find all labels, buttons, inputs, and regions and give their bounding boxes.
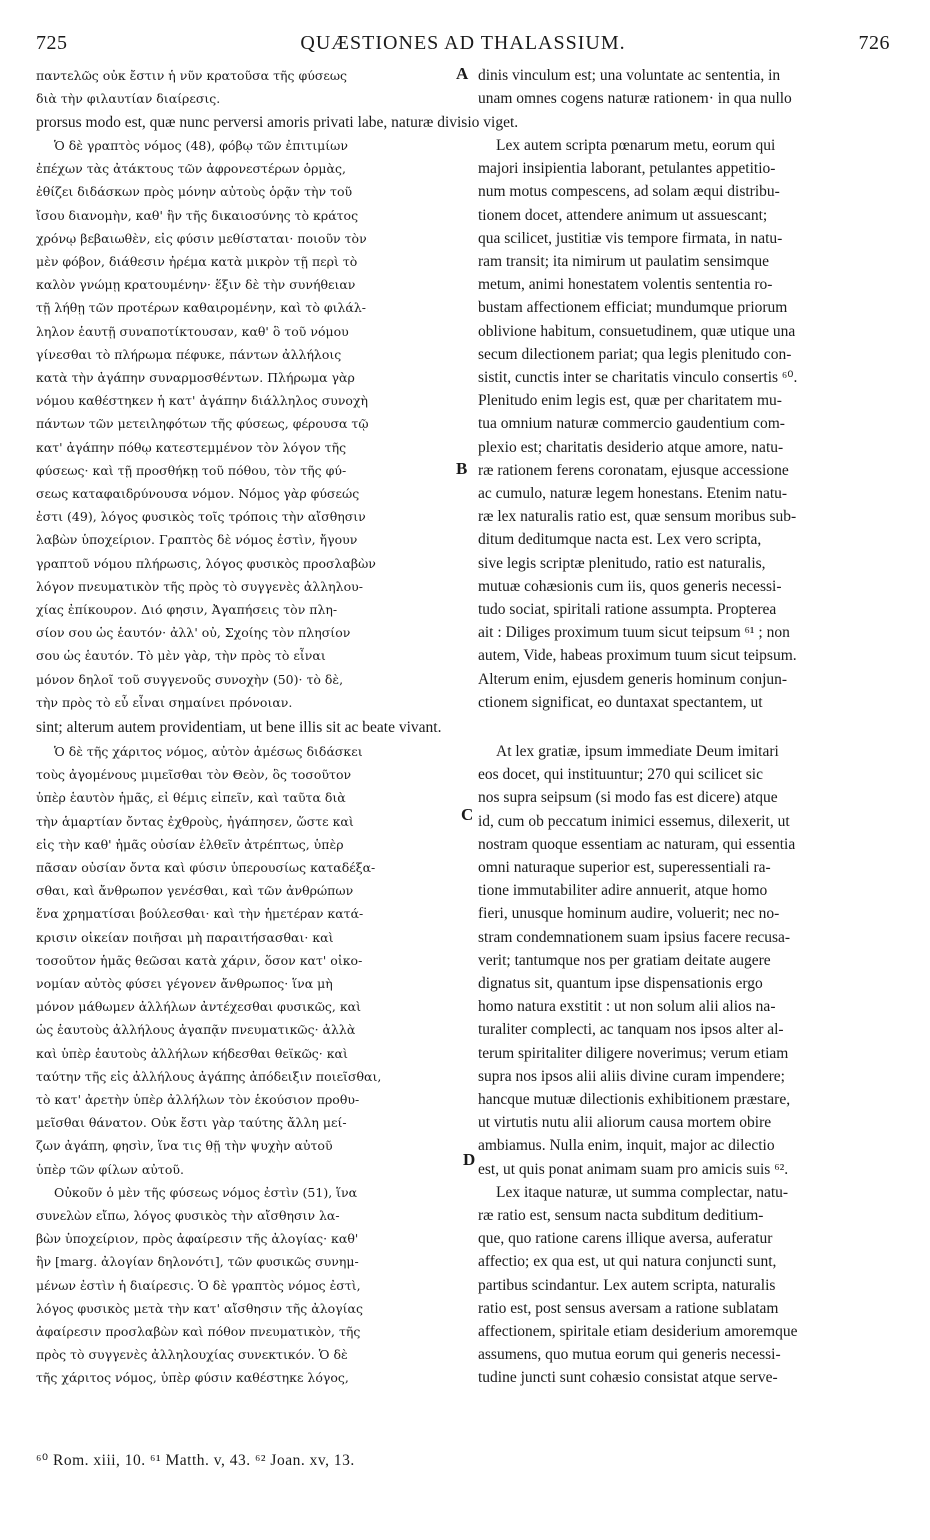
text-line: affectionem, spiritale etiam desiderium amoremque <box>478 1323 798 1341</box>
latin-column-section-2 <box>478 740 892 1390</box>
text-line: γραπτοῦ νόμου πλήρωσις, λόγος φυσικὸς προσλαβὼν <box>36 555 376 571</box>
text-line: tione immutabiliter adire annuerit, atque homo <box>478 882 768 900</box>
text-line: μόνον δηλοῖ τοῦ συγγενοῦς συνοχὴν (50)· τὸ δὲ, <box>36 671 344 687</box>
latin-column-top <box>478 64 892 110</box>
right-page-number: 726 <box>858 32 890 54</box>
text-line: γίνεσθαι τὸ πλήρωμα πέφυκε, πάντων ἀλλήλοις <box>36 346 342 362</box>
text-line: plexio est; charitatis desiderio atque amore, natu- <box>478 438 784 456</box>
text-line: ζων ἀγάπη, φησὶν, ἵνα τις θῇ τὴν ψυχὴν αὐτοῦ <box>36 1138 333 1154</box>
text-line: βὼν ὑποχείριον, πρὸς ἀφαίρεσιν τῆς ἀλογίας· καθ' <box>36 1231 359 1247</box>
latin-column-section-1 <box>478 134 892 714</box>
text-line: est, ut quis ponat animam suam pro amicis suis ⁶². <box>478 1160 789 1178</box>
text-line: ræ lex naturalis ratio est, quæ sensum moribus sub- <box>478 508 797 526</box>
full-width-line-top: prorsus modo est, quæ nunc perversi amoris privati labe, naturæ divisio viget. <box>36 114 519 131</box>
text-line: terum spiritaliter diligere noverimus; verum etiam <box>478 1044 789 1062</box>
text-line: Plenitudo enim legis est, quæ per charitatem mu- <box>478 392 782 410</box>
text-line: Lex itaque naturæ, ut summa complectar, natu- <box>496 1183 789 1201</box>
text-line: ὑπὲρ ἑαυτὸν ἡμᾶς, εἰ θέμις εἰπεῖν, καὶ ταῦτα διὰ <box>36 790 346 806</box>
text-line: ait : Diliges proximum tuum sicut teipsum ⁶¹ ; non <box>478 624 790 642</box>
text-line: νόμου καθέστηκεν ἡ κατ' ἀγάπην διάλληλος συνοχὴ <box>36 393 369 409</box>
text-line: ræ ratio est, sensum nacta subditum deditium- <box>478 1207 764 1225</box>
text-line: καὶ ὑπὲρ ἑαυτοὺς ἀλλήλων κήδεσθαι θεϊκῶς· καὶ <box>36 1045 348 1061</box>
text-line: χρόνῳ βεβαιωθὲν, εἰς φύσιν μεθίσταται· ποιοῦν τὸν <box>36 230 367 246</box>
text-line: affectio; ex qua est, ut qui natura conjuncti sunt, <box>478 1253 777 1271</box>
text-line: dignatus sit, quantum ipse dispensationis ergo <box>478 975 763 993</box>
text-line: oblivione habitum, consuetudinem, quæ utique una <box>478 322 796 340</box>
greek-text <box>36 740 460 1390</box>
text-line: que, quo ratione carens illique aversa, auferatur <box>478 1230 773 1248</box>
margin-mark-b: B <box>456 459 468 478</box>
text-line: ὑπὲρ τῶν φίλων αὐτοῦ. <box>36 1161 184 1177</box>
text-line: ambiamus. Nulla enim, inquit, major ac dilectio <box>478 1137 775 1155</box>
text-line: ut virtutis nutu alii aliorum causa mortem obire <box>478 1114 772 1132</box>
text-line: stram condemnationem suam ipsius facere recusa- <box>478 928 791 946</box>
text-line: Alterum enim, ejusdem generis hominum conjun- <box>478 670 788 688</box>
text-line: Οὐκοῦν ὁ μὲν τῆς φύσεως νόμος ἐστὶν (51), ἵνα <box>54 1184 358 1200</box>
text-line: μόνον μάθωμεν ἀλλήλων ἀντέχεσθαι φυσικῶς, καὶ <box>36 999 362 1015</box>
text-line: tudo sociat, spiritali ratione assumpta. Propterea <box>478 601 777 619</box>
text-line: μεῖσθαι θάνατον. Οὐκ ἔστι γὰρ ταύτης ἄλλη μεί- <box>36 1115 347 1131</box>
text-line: unam omnes cogens naturæ rationem· in qua nullo <box>478 90 792 108</box>
text-line: κρισιν οἰκείαν ποιῆσαι μὴ παραιτήσασθαι· καὶ <box>36 929 334 945</box>
text-line: metum, animi honestatem volentis sententia ro- <box>478 276 773 294</box>
latin-text <box>478 64 892 110</box>
text-line: turaliter complecti, ac tanquam nos ipsos alter al- <box>478 1021 784 1039</box>
text-line: ληλον ἑαυτῇ συναποτίκτουσαν, καθ' ὃ τοῦ νόμου <box>36 323 349 339</box>
text-line: tudine juncti sunt cohæsio consistat atque serve- <box>478 1369 778 1387</box>
text-line: τὴν ἁμαρτίαν ὄντας ἐχθροὺς, ἠγάπησεν, ὥστε καὶ <box>36 813 354 829</box>
text-line: id, cum ob peccatum inimici essemus, dilexerit, ut <box>478 812 790 830</box>
text-line: καλὸν γνώμῃ κρατουμένην· ἕξιν δὲ τὴν συνήθειαν <box>36 277 356 293</box>
text-line: ταύτην τῆς εἰς ἀλλήλους ἀγάπης ἀπόδειξιν ποιεῖσθαι, <box>36 1068 382 1084</box>
text-line: σίον σου ὡς ἑαυτόν· ἀλλ' οὐ, Σχοίης τὸν πλησίον <box>36 625 351 641</box>
text-line: dinis vinculum est; una voluntate ac sententia, in <box>478 67 781 84</box>
text-line: nostram quoque essentiam ac naturam, qui essentia <box>478 835 796 853</box>
text-line: Ὁ δὲ γραπτὸς νόμος (48), φόβῳ τῶν ἐπιτιμίων <box>54 138 348 153</box>
text-line: ræ rationem ferens coronatam, ejusque accessione <box>478 461 789 479</box>
text-line: λαβὼν ὑποχείριον. Γραπτὸς δὲ νόμος ἐστὶν, ἤγουν <box>36 532 358 548</box>
text-line: sive legis scriptæ plenitudo, ratio est naturalis, <box>478 554 766 572</box>
text-line: τοὺς ἀγομένους μιμεῖσθαι τὸν Θεὸν, ὃς τοσοῦτον <box>36 767 352 783</box>
text-line: tionem docet, attendere animum ut assuescant; <box>478 206 768 224</box>
text-line: διὰ τὴν φιλαυτίαν διαίρεσις. <box>36 91 221 107</box>
text-line: hancque mutuæ dilectionis exhibitionem præstare, <box>478 1091 791 1109</box>
text-line: num motus compescens, ad solam æqui distribu- <box>478 183 780 201</box>
text-line: ἐστι (49), λόγος φυσικὸς τοῖς τρόποις τὴν αἴσθησιν <box>36 509 366 525</box>
latin-text <box>478 740 892 1390</box>
greek-column-section-2 <box>36 740 460 1390</box>
footnotes: ⁶⁰ Rom. xiii, 10. ⁶¹ Matth. v, 43. ⁶² Joan. xv, 13. <box>36 1452 355 1469</box>
left-page-number: 725 <box>36 32 68 54</box>
text-line: πᾶσαν οὐσίαν ὄντα καὶ φύσιν ὑπερουσίως καταδέξα- <box>36 860 376 876</box>
text-line: νομίαν αὐτὸς φύσει γέγονεν ἄνθρωπος· ἵνα μὴ <box>36 976 333 992</box>
text-line: Ὁ δὲ τῆς χάριτος νόμος, αὐτὸν ἀμέσως διδάσκει <box>54 744 363 759</box>
text-line: τῇ λήθῃ τῶν προτέρων καθαιρομένην, καὶ τὸ φιλάλ- <box>36 300 366 316</box>
text-line: ἐπέχων τὰς ἀτάκτους τῶν ἀφρονεστέρων ὁρμὰς, <box>36 161 346 177</box>
text-line: qua scilicet, justitiæ vis tempore firmata, in natu- <box>478 229 783 247</box>
text-line: παντελῶς οὐκ ἔστιν ἡ νῦν κρατοῦσα τῆς φύσεως <box>36 68 348 83</box>
text-line: omni naturaque superior est, superessentiali ra- <box>478 859 771 877</box>
text-line: σου ὡς ἑαυτόν. Τὸ μὲν γὰρ, τὴν πρὸς τὸ εἶναι <box>36 648 326 664</box>
text-line: εἰς τὴν καθ' ἡμᾶς οὐσίαν ἐλθεῖν ἀτρέπτως, ὑπὲρ <box>36 836 344 852</box>
text-line: τὸ κατ' ἀρετὴν ὑπὲρ ἀλλήλων τὸν ἑκούσιον προθυ- <box>36 1092 360 1108</box>
text-line: eos docet, qui instituuntur; 270 qui scilicet sic <box>478 766 763 784</box>
text-line: χίας ἐπίκουρον. Διό φησιν, Ἀγαπήσεις τὸν πλη- <box>36 602 338 618</box>
text-line: κατ' ἀγάπην πόθῳ κατεστεμμένον τὸν λόγον τῆς <box>36 439 347 455</box>
text-line: ἐθίζει διδάσκων πρὸς μόνην αὐτοὺς ὁρᾷν τὴν τοῦ <box>36 184 353 200</box>
margin-mark-c: C <box>461 805 474 824</box>
text-line: ὡς ἑαυτοὺς ἀλλήλους ἀγαπᾷν πνευματικῶς· ἀλλὰ <box>36 1022 356 1038</box>
greek-column-top <box>36 64 460 110</box>
text-line: homo natura exstitit : ut non solum alii alios na- <box>478 998 776 1016</box>
text-line: assumens, quo mutua eorum qui generis necessi- <box>478 1346 781 1364</box>
text-line: φύσεως· καὶ τῇ προσθήκῃ τοῦ πόθου, τὸν τῆς φύ- <box>36 462 347 478</box>
text-line: τῆς χάριτος νόμος, ὑπὲρ φύσιν καθέστηκε λόγος, <box>36 1370 349 1386</box>
margin-mark-a: A <box>456 64 469 83</box>
text-line: verit; tantumque nos per gratiam deitate augere <box>478 951 771 969</box>
text-line: secum dilectionem pariat; qua legis plenitudo con- <box>478 345 792 363</box>
text-line: ἣν [marg. ἀλογίαν δηλονότι], τῶν φυσικῶς συνημ- <box>36 1254 359 1270</box>
text-line: λόγος φυσικὸς μετὰ τὴν κατ' αἴσθησιν τῆς ἀλογίας <box>36 1300 363 1316</box>
text-line: τοσοῦτον ἡμᾶς θεῶσαι κατὰ χάριν, ὅσον κατ' οἰκο- <box>36 952 363 968</box>
text-line: ratio est, post sensus aversam a ratione sublatam <box>478 1299 779 1317</box>
text-line: fieri, unusque hominum audire, voluerit; nec no- <box>478 905 780 923</box>
text-line: ac cumulo, naturæ legem honestans. Etenim natu- <box>478 485 788 503</box>
greek-text <box>36 134 460 714</box>
text-line: tua omnium naturæ commercio gaudentium com- <box>478 415 785 433</box>
text-line: μὲν φόβον, διάθεσιν ἠρέμα κατὰ μικρὸν τῇ περὶ τὸ <box>36 254 358 270</box>
text-line: Lex autem scripta pœnarum metu, eorum qui <box>496 137 776 154</box>
text-line: πρὸς τὸ συγγενὲς ἀλληλουχίας συνεκτικόν. Ὁ δὲ <box>36 1347 348 1363</box>
text-line: κατὰ τὴν ἀγάπην συναρμοσθέντων. Πλήρωμα γὰρ <box>36 370 355 386</box>
text-line: partibus scindantur. Lex autem scripta, naturalis <box>478 1276 776 1294</box>
running-header <box>36 32 890 58</box>
text-line: ctionem significat, eo duntaxat spectantem, ut <box>478 693 763 711</box>
text-line: μένων ἐστὶν ἡ διαίρεσις. Ὁ δὲ γραπτὸς νόμος ἐστὶ, <box>36 1277 361 1293</box>
text-line: mutuæ cohæsionis cum iis, quos generis necessi- <box>478 577 782 595</box>
text-line: sistit, cunctis inter se charitatis vinculo consertis ⁶⁰. <box>478 369 798 387</box>
greek-text <box>36 64 460 110</box>
text-line: πάντων τῶν μετειληφότων τῆς φύσεως, φέρουσα τῷ <box>36 416 369 432</box>
greek-column-section-1 <box>36 134 460 714</box>
text-line: τὴν πρὸς τὸ εὖ εἶναι σημαίνει πρόνοιαν. <box>36 694 293 710</box>
text-line: συνελὼν εἴπω, λόγος φυσικὸς τὴν αἴσθησιν λα- <box>36 1208 340 1224</box>
text-line: σθαι, καὶ ἄνθρωπον γενέσθαι, καὶ τῶν ἀνθρώπων <box>36 883 354 899</box>
text-line: λόγον πνευματικὸν τῆς πρὸς τὸ συγγενὲς ἀλληλου- <box>36 578 363 594</box>
text-line: bustam affectionem efficiat; mundumque priorum <box>478 299 788 317</box>
text-line: ἴσου διανομὴν, καθ' ἣν τῆς δικαιοσύνης τὸ κράτος <box>36 207 359 223</box>
margin-mark-d: D <box>463 1150 476 1169</box>
text-line: ἕνα χρηματίσαι βούλεσθαι· καὶ τὴν ἡμετέραν κατά- <box>36 906 364 922</box>
text-line: nos supra seipsum (si modo fas est dicere) atque <box>478 789 778 807</box>
full-width-line-section-1: sint; alterum autem providentiam, ut bene illis sit ac beate vivant. <box>36 719 442 736</box>
text-line: ἀφαίρεσιν προσλαβὼν καὶ πόθον πνευματικὸν, τῆς <box>36 1324 361 1340</box>
text-line: ditum deditumque nacta est. Lex vero scripta, <box>478 531 762 549</box>
text-line: At lex gratiæ, ipsum immediate Deum imitari <box>496 743 779 760</box>
text-line: autem, Vide, habeas proximum tuum sicut teipsum. <box>478 647 797 665</box>
text-line: supra nos ipsos alii aliis divine curam impendere; <box>478 1067 785 1085</box>
latin-text <box>478 134 892 714</box>
text-line: σεως καταφαιδρύνουσα νόμον. Νόμος γὰρ φύσεώς <box>36 486 360 502</box>
text-line: ram transit; ita nimirum ut paulatim sensimque <box>478 253 770 271</box>
running-title: QUÆSTIONES AD THALASSIUM. <box>300 32 626 54</box>
text-line: majori insipientia laborant, petulantes appetitio- <box>478 160 776 178</box>
